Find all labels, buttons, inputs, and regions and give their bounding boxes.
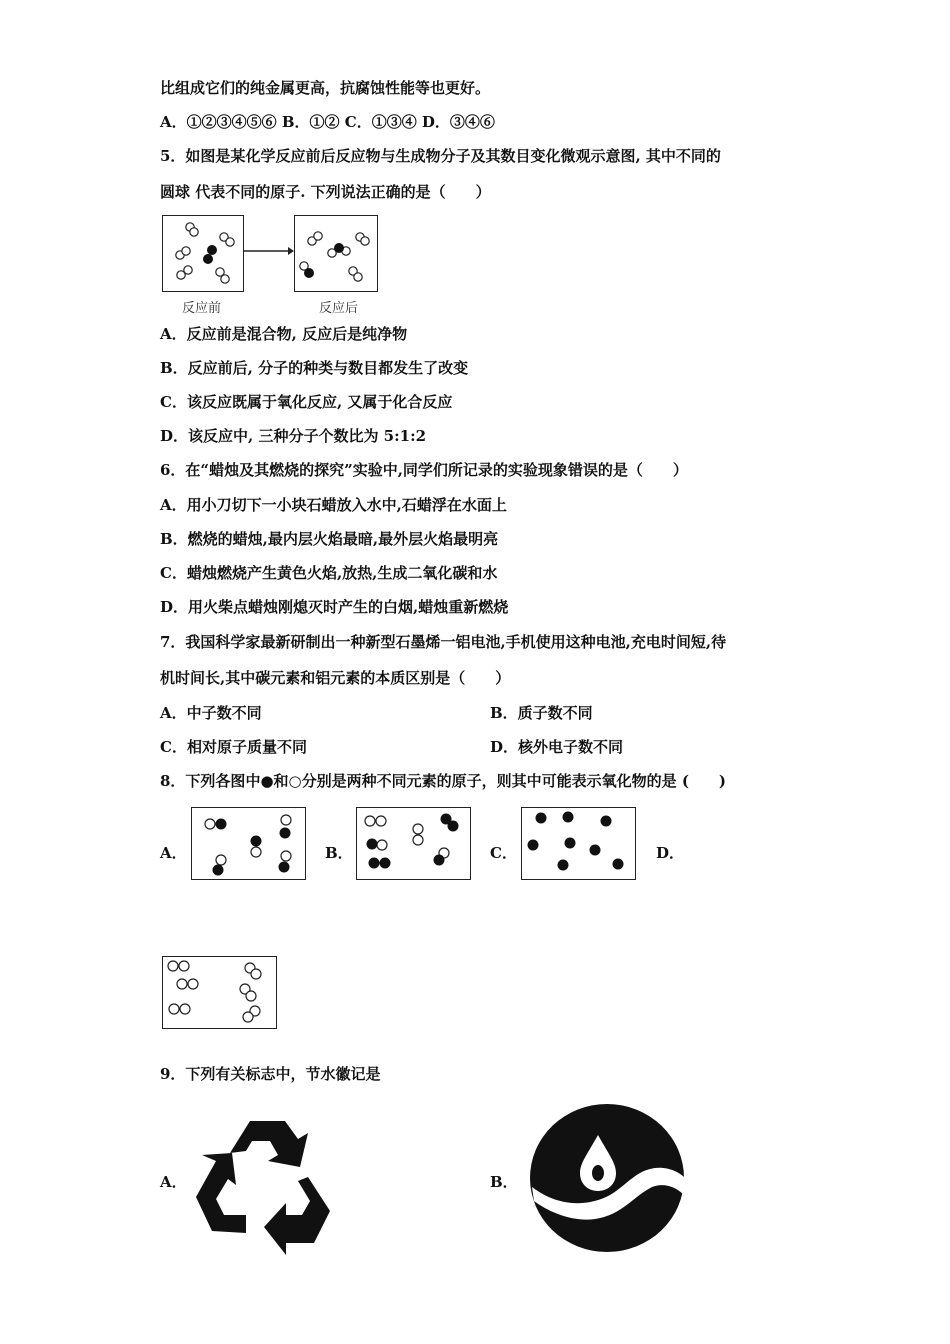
q6-option-d: D．用火柴点蜡烛刚熄灭时产生的白烟,蜡烛重新燃烧 bbox=[160, 598, 509, 616]
q8-figure-b bbox=[356, 807, 472, 881]
q8-label-d: D． bbox=[656, 844, 685, 862]
q5-stem-line2: 圆球 代表不同的原子. 下列说法正确的是（ ） bbox=[160, 183, 491, 201]
q7-option-b: B．质子数不同 bbox=[490, 704, 593, 722]
q5-option-d: D．该反应中, 三种分子个数比为 5:1:2 bbox=[160, 427, 427, 445]
q8-figure-c bbox=[521, 807, 637, 881]
q8-label-a: A． bbox=[160, 844, 187, 862]
q9-stem: 9．下列有关标志中，节水徽记是 bbox=[160, 1065, 381, 1083]
q9-label-b: B． bbox=[490, 1173, 518, 1191]
q8-label-b: B． bbox=[325, 844, 353, 862]
q5-caption-after: 反应后 bbox=[319, 301, 359, 316]
q5-caption-before: 反应前 bbox=[182, 301, 222, 316]
q7-option-c: C．相对原子质量不同 bbox=[160, 738, 307, 756]
q8-figure-d bbox=[162, 956, 278, 1030]
q7-stem-line2: 机时间长,其中碳元素和铝元素的本质区别是（ ） bbox=[160, 669, 511, 687]
q9-label-a: A． bbox=[160, 1173, 187, 1191]
q6-option-b: B．燃烧的蜡烛,最内层火焰最暗,最外层火焰最明亮 bbox=[160, 530, 499, 548]
q7-stem-line1: 7．我国科学家最新研制出一种新型石墨烯一铝电池,手机使用这种电池,充电时间短,待 bbox=[160, 633, 727, 651]
q5-after-molecules bbox=[294, 215, 380, 293]
q7-option-d: D．核外电子数不同 bbox=[490, 738, 624, 756]
q8-figure-a bbox=[191, 807, 307, 881]
recycle-icon bbox=[190, 1115, 335, 1253]
q5-reaction-arrow bbox=[244, 245, 294, 257]
q5-before-molecules bbox=[162, 215, 246, 293]
intro-options: A．①②③④⑤⑥ B．①② C．①③④ D．③④⑥ bbox=[160, 113, 495, 131]
water-saving-icon bbox=[528, 1103, 686, 1253]
q6-option-c: C．蜡烛燃烧产生黄色火焰,放热,生成二氧化碳和水 bbox=[160, 564, 498, 582]
q6-stem: 6．在“蜡烛及其燃烧的探究”实验中,同学们所记录的实验现象错误的是（ ） bbox=[160, 461, 688, 479]
q7-option-a: A．中子数不同 bbox=[160, 704, 262, 722]
q5-option-b: B．反应前后, 分子的种类与数目都发生了改变 bbox=[160, 359, 469, 377]
q5-option-a: A．反应前是混合物, 反应后是纯净物 bbox=[160, 325, 408, 343]
q5-option-c: C．该反应既属于氧化反应, 又属于化合反应 bbox=[160, 393, 453, 411]
q5-stem-line1: 5．如图是某化学反应前后反应物与生成物分子及其数目变化微观示意图, 其中不同的 bbox=[160, 147, 721, 165]
q8-label-c: C． bbox=[490, 844, 517, 862]
q6-option-a: A．用小刀切下一小块石蜡放入水中,石蜡浮在水面上 bbox=[160, 496, 507, 514]
q8-stem: 8．下列各图中●和○分别是两种不同元素的原子，则其中可能表示氧化物的是 ( ) bbox=[160, 772, 727, 790]
intro-line: 比组成它们的纯金属更高，抗腐蚀性能等也更好。 bbox=[160, 79, 491, 97]
